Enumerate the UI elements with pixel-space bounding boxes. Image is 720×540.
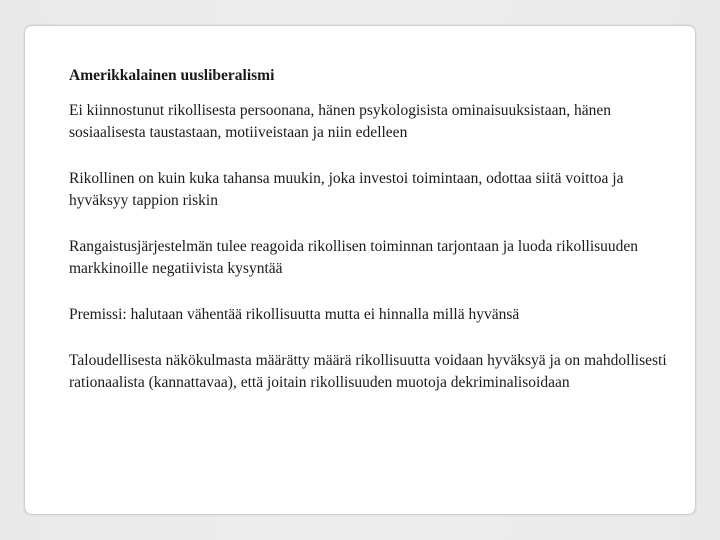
paragraph-1: Ei kiinnostunut rikollisesta persoonana, hänen psykologisista ominaisuuksistaan, hänen sosiaalisesta taustastaan, motiiveistaan ja niin edelleen — [69, 102, 611, 141]
paragraph-4: Premissi: halutaan vähentää rikollisuutta mutta ei hinnalla millä hyvänsä — [69, 306, 520, 323]
slide-panel — [24, 25, 696, 515]
slide-title: Amerikkalainen uusliberalismi — [69, 67, 275, 84]
paragraph-2: Rikollinen on kuin kuka tahansa muukin, joka investoi toimintaan, odottaa siitä voittoa ja hyväksyy tappion riskin — [69, 170, 624, 209]
paragraph-3: Rangaistusjärjestelmän tulee reagoida rikollisen toiminnan tarjontaan ja luoda rikollisuuden markkinoille negatiivista kysyntää — [69, 238, 639, 277]
slide-content — [69, 65, 669, 418]
paragraph-5: Taloudellisesta näkökulmasta määrätty määrä rikollisuutta voidaan hyväksyä ja on mahdollisesti rationaalista (kannattavaa), että joitain rikollisuuden muotoja dekriminalisoidaan — [69, 352, 667, 391]
